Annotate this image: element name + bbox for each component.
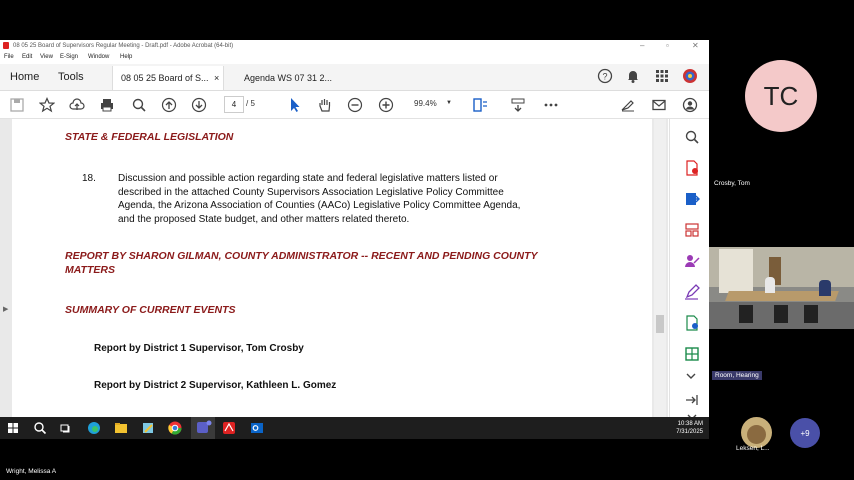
pdf-app-icon — [3, 42, 9, 49]
tab-board-of-supervisors[interactable] — [112, 66, 224, 90]
upload-cloud-icon[interactable] — [69, 97, 85, 113]
search-zoom-icon[interactable] — [131, 97, 147, 113]
scroll-mode-icon[interactable] — [510, 97, 526, 113]
toolbar — [0, 91, 709, 119]
photo-detail — [747, 425, 766, 444]
user-profile-icon[interactable] — [682, 68, 698, 84]
help-icon[interactable] — [597, 68, 613, 84]
section-heading-state-federal: STATE & FEDERAL LEGISLATION — [65, 131, 234, 143]
notepad-icon[interactable] — [140, 420, 156, 436]
person-figure — [819, 280, 831, 296]
pdf-page — [12, 119, 652, 417]
edit-pdf-icon[interactable] — [684, 346, 700, 362]
room-video-feed[interactable] — [709, 247, 854, 329]
item-line: Discussion and possible action regarding state and federal legislative matters listed or — [118, 173, 498, 184]
menu-help[interactable]: Help — [120, 54, 133, 60]
document-area[interactable] — [0, 119, 668, 417]
participant-name-leksen: Leksen, L... — [736, 445, 770, 452]
item-line: described in the attached County Supervisors Association Legislative Policy Committee — [118, 186, 504, 198]
share-user-icon[interactable] — [682, 97, 698, 113]
next-page-icon[interactable] — [191, 97, 207, 113]
presenter-name-label: Wright, Melissa A — [6, 468, 57, 475]
window-title: 08 05 25 Board of Supervisors Regular Meeting - Draft.pdf - Adobe Acrobat (64-bit) — [13, 43, 234, 49]
minimize-button[interactable]: – — [640, 41, 645, 50]
room-label: Room, Hearing — [712, 371, 762, 380]
close-window-button[interactable]: ✕ — [692, 41, 699, 50]
item-description — [118, 172, 520, 226]
save-icon[interactable] — [9, 97, 25, 113]
page-number-input[interactable]: 4 — [224, 96, 244, 113]
export-pdf-icon[interactable] — [684, 160, 700, 176]
menu-esign[interactable]: E-Sign — [60, 54, 79, 60]
person-figure — [765, 277, 775, 293]
item-number: 18. — [82, 173, 96, 184]
bell-icon[interactable] — [625, 68, 641, 84]
section-heading-report-administrator-line1: REPORT BY SHARON GILMAN, COUNTY ADMINISTRATOR -- RECENT AND PENDING COUNTY — [65, 250, 538, 262]
tab-label: 08 05 25 Board of S... — [121, 73, 209, 83]
windows-start-icon[interactable] — [5, 420, 21, 436]
participant-name-crosby: Crosby, Tom — [714, 180, 750, 187]
windows-taskbar — [0, 417, 709, 439]
item-line: Agenda, the Arizona Association of Counties (AACo) Legislative Policy Committee Agenda, — [118, 200, 521, 211]
file-explorer-icon[interactable] — [113, 420, 129, 436]
maximize-button[interactable]: ▫ — [666, 41, 669, 50]
zoom-out-icon[interactable] — [347, 97, 363, 113]
organize-pages-icon[interactable] — [684, 222, 700, 238]
report-district-1: Report by District 1 Supervisor, Tom Crosby — [94, 343, 304, 354]
menu-window[interactable]: Window — [88, 54, 110, 60]
more-participants-button[interactable]: +9 — [790, 418, 820, 448]
clock-date: 7/31/2025 — [676, 429, 703, 435]
teams-icon[interactable] — [191, 417, 215, 439]
acrobat-icon[interactable] — [221, 420, 237, 436]
sign-icon[interactable] — [620, 97, 636, 113]
room-window — [719, 249, 753, 293]
chrome-icon[interactable] — [167, 420, 183, 436]
zoom-level-value: 99.4% — [414, 99, 437, 108]
menu-file[interactable]: File — [4, 54, 14, 60]
chevron-down-icon: ▼ — [446, 100, 452, 106]
participant-avatar-initials[interactable]: TC — [745, 60, 817, 132]
section-heading-summary: SUMMARY OF CURRENT EVENTS — [65, 304, 236, 316]
star-icon[interactable] — [39, 97, 55, 113]
more-tools-icon[interactable] — [543, 97, 559, 113]
select-cursor-icon[interactable] — [287, 97, 303, 113]
section-heading-report-administrator-line2: MATTERS — [65, 264, 115, 276]
vertical-scrollbar[interactable] — [654, 119, 666, 417]
svg-text:?: ? — [602, 71, 608, 82]
report-district-2: Report by District 2 Supervisor, Kathleen L. Gomez — [94, 380, 337, 391]
tab-agenda-ws[interactable] — [236, 66, 348, 90]
page-display-icon[interactable] — [472, 97, 488, 113]
scrollbar-thumb[interactable] — [656, 315, 664, 333]
task-view-icon[interactable] — [58, 420, 74, 436]
search-icon[interactable] — [684, 129, 700, 145]
nav-home[interactable]: Home — [10, 71, 40, 83]
menu-bar — [0, 52, 709, 63]
title-bar — [0, 40, 709, 52]
request-signatures-icon[interactable] — [684, 253, 700, 269]
chevron-down-icon[interactable] — [683, 368, 699, 384]
chevron-down-icon[interactable] — [684, 409, 700, 417]
zoom-level-select[interactable] — [408, 96, 456, 111]
print-icon[interactable] — [99, 97, 115, 113]
clock-time: 10:38 AM — [677, 421, 703, 427]
collapse-panel-icon[interactable] — [683, 392, 699, 408]
previous-page-icon[interactable] — [161, 97, 177, 113]
tab-bar — [0, 64, 709, 91]
outlook-icon[interactable] — [249, 420, 265, 436]
chair — [739, 305, 753, 323]
create-pdf-icon[interactable] — [684, 191, 700, 207]
tab-label: Agenda WS 07 31 2... — [244, 73, 333, 83]
mail-icon[interactable] — [651, 97, 667, 113]
search-icon[interactable] — [32, 420, 48, 436]
edge-browser-icon[interactable] — [86, 420, 102, 436]
left-panel-toggle-icon[interactable]: ▶ — [3, 306, 9, 313]
hand-tool-icon[interactable] — [317, 97, 333, 113]
participant-photo-leksen[interactable] — [741, 417, 772, 448]
scan-ocr-icon[interactable] — [684, 315, 700, 331]
nav-tools[interactable]: Tools — [58, 71, 84, 83]
page-total: / 5 — [246, 99, 255, 108]
acrobat-window — [0, 40, 709, 417]
system-clock[interactable] — [676, 420, 703, 436]
menu-view[interactable]: View — [40, 54, 53, 60]
tab-close-icon[interactable]: × — [214, 73, 220, 83]
chair — [774, 305, 788, 323]
item-line: and the proposed State budget, and other matters related thereto. — [118, 213, 410, 225]
chair — [804, 305, 818, 323]
apps-grid-icon[interactable] — [654, 68, 670, 84]
zoom-in-icon[interactable] — [378, 97, 394, 113]
menu-edit[interactable]: Edit — [22, 54, 33, 60]
fill-sign-icon[interactable] — [684, 284, 700, 300]
